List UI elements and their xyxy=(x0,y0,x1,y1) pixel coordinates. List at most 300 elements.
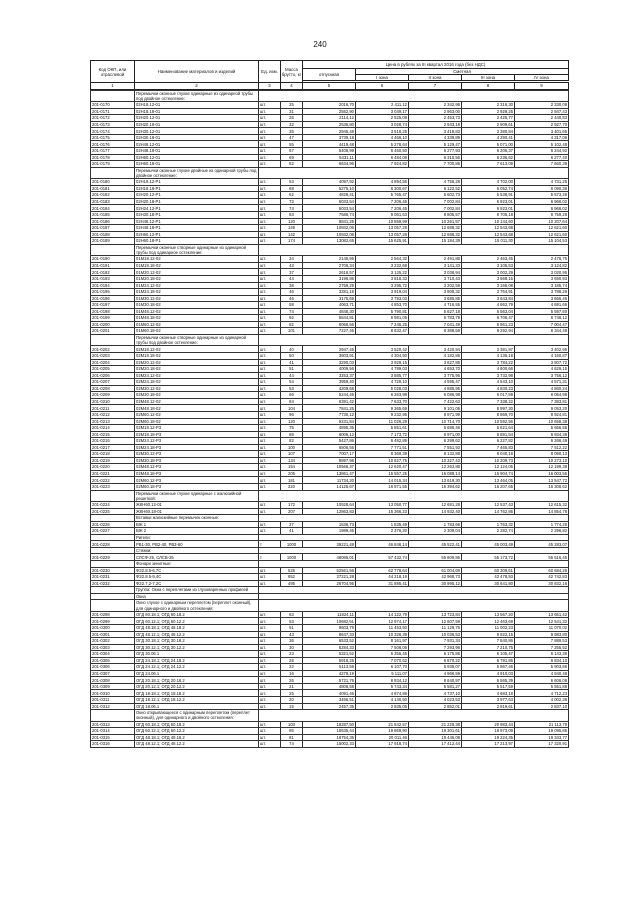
item-unit: шт. xyxy=(259,574,281,581)
section-heading: Окно глухое с одинарным переплетом (переплет оконный), для одинарного и двойного остекления: xyxy=(135,600,259,612)
price-zone-3: 4 830,23 xyxy=(462,385,515,392)
item-name: 01М48.18-02 xyxy=(135,315,259,322)
price-release: 3739,18 xyxy=(303,134,356,141)
price-zone-2: 3 141,33 xyxy=(409,262,462,269)
item-code: 201-0303 xyxy=(91,644,135,651)
item-code: 201-0208 xyxy=(91,385,135,392)
price-zone-1: 2 564,32 xyxy=(356,256,409,263)
price-zone-4: 4 860,24 xyxy=(515,385,569,392)
price-zone-1: 21 842,57 xyxy=(356,721,409,728)
price-zone-1: 16 871,55 xyxy=(356,483,409,490)
item-unit: шт. xyxy=(259,128,281,135)
price-zone-4: 10 273,10 xyxy=(515,457,569,464)
item-mass: 25 xyxy=(281,102,303,109)
price-zone-4: 3 807,72 xyxy=(515,359,569,366)
price-zone-1: 3 885,77 xyxy=(356,372,409,379)
item-code: 201-0213 xyxy=(91,418,135,425)
price-zone-4: 13 547,72 xyxy=(515,477,569,484)
item-unit: т xyxy=(259,541,281,548)
price-zone-2: 16 394,62 xyxy=(409,483,462,490)
price-zone-3: 2 282,74 xyxy=(462,528,515,535)
item-mass: 21 xyxy=(281,683,303,690)
price-release: 4091,46 xyxy=(303,690,356,697)
price-release: 7586,74 xyxy=(303,212,356,219)
price-zone-1: 1 835,49 xyxy=(356,521,409,528)
table-body xyxy=(90,90,569,748)
item-name: 02Н30.18-01 xyxy=(135,134,259,141)
price-zone-2: 7 002,84 xyxy=(409,205,462,212)
item-code: 201-0224 xyxy=(91,502,135,509)
item-code: 201-0180 xyxy=(91,179,135,186)
price-zone-2: 2 943,18 xyxy=(409,121,462,128)
item-name: 02М60.12-Р3 xyxy=(135,477,259,484)
price-zone-2: 1 783,66 xyxy=(409,521,462,528)
item-mass: 44 xyxy=(281,275,303,282)
item-code: 201-0198 xyxy=(91,308,135,315)
price-release: 3290,03 xyxy=(303,359,356,366)
price-zone-2: 8 132,88 xyxy=(409,451,462,458)
price-zone-4: 17 320,91 xyxy=(515,741,569,748)
item-name: 01М18.18-02 xyxy=(135,262,259,269)
item-unit: шт. xyxy=(259,734,281,741)
price-zone-3: 3 764,91 xyxy=(462,289,515,296)
price-zone-3: 5 563,04 xyxy=(462,308,515,315)
price-release: 2618,57 xyxy=(303,269,356,276)
item-unit: шт. xyxy=(259,121,281,128)
price-zone-3: 12 537,43 xyxy=(462,502,515,509)
price-release: 2945,48 xyxy=(303,128,356,135)
price-zone-3: 3 643,84 xyxy=(462,295,515,302)
price-zone-1: 2 376,20 xyxy=(356,528,409,535)
item-mass: 44 xyxy=(281,372,303,379)
section-heading: Окно открывающееся с одинарным переплетом (переплет оконный), для одинарного и двойного остекления: xyxy=(135,710,259,722)
price-zone-3: 6 017,59 xyxy=(462,392,515,399)
price-zone-4: 7 512,22 xyxy=(515,444,569,451)
price-zone-1: 6 482,89 xyxy=(356,438,409,445)
item-mass: 82 xyxy=(281,321,303,328)
price-zone-2: 2 342,98 xyxy=(409,102,462,109)
price-zone-3: 3 381,97 xyxy=(462,346,515,353)
price-zone-4: 6 143,36 xyxy=(515,651,569,658)
price-zone-2: 3 775,95 xyxy=(409,372,462,379)
price-release: 7007,17 xyxy=(303,451,356,458)
price-zone-2: 2 491,86 xyxy=(409,256,462,263)
item-code: 201-0177 xyxy=(91,148,135,155)
item-name: ОГД 18.06.1 xyxy=(135,703,259,710)
item-mass: 220 xyxy=(281,483,303,490)
item-unit: шт. xyxy=(259,618,281,625)
item-code: 201-0228 xyxy=(91,541,135,548)
price-zone-4: 4 940,48 xyxy=(515,670,569,677)
item-unit: шт. xyxy=(259,275,281,282)
price-release: 4097,92 xyxy=(303,179,356,186)
item-code: 201-0209 xyxy=(91,392,135,399)
price-zone-3: 9 922,15 xyxy=(462,631,515,638)
item-code: 201-0307 xyxy=(91,670,135,677)
item-unit: шт. xyxy=(259,683,281,690)
item-unit: т xyxy=(259,554,281,561)
header-num: 9 xyxy=(515,83,569,89)
item-code: 201-0216 xyxy=(91,438,135,445)
item-mass: 41 xyxy=(281,528,303,535)
item-mass: 82 xyxy=(281,161,303,168)
price-zone-2: 5 581,27 xyxy=(409,683,462,690)
price-zone-4: 30 832,16 xyxy=(515,580,569,587)
price-release: 48085,01 xyxy=(303,554,356,561)
price-zone-1: 6 834,12 xyxy=(356,677,409,684)
header-num: 5 xyxy=(303,83,356,89)
price-zone-1: 8 161,97 xyxy=(356,638,409,645)
item-code: 201-0214 xyxy=(91,425,135,432)
price-zone-3: 7 613,09 xyxy=(462,161,515,168)
price-zone-2: 3 202,59 xyxy=(409,282,462,289)
item-name: 01М24.18-02 xyxy=(135,289,259,296)
price-zone-3: 6 565,39 xyxy=(462,677,515,684)
item-mass: 74 xyxy=(281,308,303,315)
price-release: 4063,71 xyxy=(303,302,356,309)
price-zone-4: 19 343,77 xyxy=(515,734,569,741)
price-release: 16635,44 xyxy=(303,728,356,735)
item-unit: шт. xyxy=(259,502,281,509)
price-zone-1: 11 453,50 xyxy=(356,625,409,632)
price-zone-2: 5 602,73 xyxy=(409,192,462,199)
price-zone-3: 8 040,18 xyxy=(462,451,515,458)
item-name: ОГД 60.12.1; ОГД 60.12.2 xyxy=(135,728,259,735)
price-zone-1: 6 263,98 xyxy=(356,392,409,399)
price-release: 13861,47 xyxy=(303,470,356,477)
item-mass: 66 xyxy=(281,392,303,399)
header-mass: Масса брутто, кг xyxy=(281,61,303,83)
price-zone-2: 13 619,30 xyxy=(409,477,462,484)
item-unit: шт. xyxy=(259,644,281,651)
item-mass: 134 xyxy=(281,457,303,464)
item-mass: 53 xyxy=(281,618,303,625)
price-zone-2: 45 522,41 xyxy=(409,541,462,548)
price-release: 39221,48 xyxy=(303,541,356,548)
item-name: ОГД 48.18.1; ОГД 48.18.2 xyxy=(135,625,259,632)
price-zone-3: 4 662,79 xyxy=(462,302,515,309)
price-release: 4279,19 xyxy=(303,670,356,677)
item-code: 201-0315 xyxy=(91,734,135,741)
price-zone-3: 5 867,46 xyxy=(462,664,515,671)
item-code: 201-0181 xyxy=(91,185,135,192)
price-zone-1: 8 632,47 xyxy=(356,328,409,335)
price-zone-3: 3 732,98 xyxy=(462,372,515,379)
item-name: 01М18.12-02 xyxy=(135,256,259,263)
item-code: 201-0178 xyxy=(91,154,135,161)
price-release: 10682,51 xyxy=(303,618,356,625)
price-zone-2: 3 036,94 xyxy=(409,269,462,276)
item-mass: 96 xyxy=(281,411,303,418)
item-name: 01М30.18-02 xyxy=(135,302,259,309)
price-zone-4: 3 756,12 xyxy=(515,372,569,379)
price-zone-3: 55 173,72 xyxy=(462,554,515,561)
price-zone-3: 14 762,86 xyxy=(462,508,515,515)
price-zone-1: 4 729,10 xyxy=(356,379,409,386)
item-mass: 149 xyxy=(281,225,303,232)
item-code: 201-0205 xyxy=(91,366,135,373)
section-empty-cells xyxy=(259,600,569,612)
item-code: 201-0223 xyxy=(91,483,135,490)
price-zone-4: 5 597,60 xyxy=(515,308,569,315)
price-zone-1: 10 559,99 xyxy=(356,218,409,225)
item-code: 201-0188 xyxy=(91,231,135,238)
price-zone-2: 4 966,59 xyxy=(409,670,462,677)
price-zone-4: 10 207,64 xyxy=(515,218,569,225)
header-estimate-group: Сметная xyxy=(356,69,569,75)
price-release: 10932,06 xyxy=(303,225,356,232)
item-mass: 72 xyxy=(281,198,303,205)
price-zone-4: 9 053,20 xyxy=(515,405,569,412)
price-zone-1: 4 853,70 xyxy=(356,302,409,309)
price-zone-4: 15 104,53 xyxy=(515,238,569,245)
item-name: 02М20.12-02 xyxy=(135,359,259,366)
item-code: 201-0212 xyxy=(91,411,135,418)
item-name: 02Н18.12-Р1 xyxy=(135,179,259,186)
price-zone-3: 12 543,68 xyxy=(462,225,515,232)
price-zone-3: 6 891,54 xyxy=(462,431,515,438)
price-zone-3: 2 819,61 xyxy=(462,703,515,710)
item-name: 01М20.12-02 xyxy=(135,269,259,276)
price-zone-2: 12 688,32 xyxy=(409,225,462,232)
item-unit: шт. xyxy=(259,444,281,451)
price-zone-2: 4 182,86 xyxy=(409,353,462,360)
price-zone-1: 7 924,82 xyxy=(356,161,409,168)
price-zone-1: 4 304,50 xyxy=(356,353,409,360)
item-code: 201-0186 xyxy=(91,218,135,225)
price-zone-1: 4 894,56 xyxy=(356,179,409,186)
price-release: 5431,11 xyxy=(303,154,356,161)
price-zone-2: 19 301,61 xyxy=(409,728,462,735)
header-num: 6 xyxy=(356,83,409,89)
item-unit: шт. xyxy=(259,179,281,186)
price-zone-4: 9 983,80 xyxy=(515,631,569,638)
section-empty-cells xyxy=(259,90,569,102)
item-code: 201-0301 xyxy=(91,631,135,638)
item-unit: шт. xyxy=(259,366,281,373)
item-mass: 68 xyxy=(281,185,303,192)
section-heading: Перемычки оконные глухие двойные из одинарной трубы под двойное остекление: xyxy=(135,167,259,179)
item-code: 201-0170 xyxy=(91,102,135,109)
item-name: 02М30.18-Р3 xyxy=(135,457,259,464)
price-zone-3: 2 425,77 xyxy=(462,115,515,122)
item-mass: 107 xyxy=(281,451,303,458)
item-unit: шт. xyxy=(259,238,281,245)
price-zone-4: 6 277,40 xyxy=(515,154,569,161)
section-code-cell xyxy=(91,490,135,502)
price-zone-3: 6 206,37 xyxy=(462,148,515,155)
header-name: Наименование материалов и изделий xyxy=(135,61,259,83)
section-code-cell xyxy=(91,244,135,256)
price-zone-2: 6 175,86 xyxy=(409,651,462,658)
price-zone-1: 11 026,29 xyxy=(356,418,409,425)
item-unit: шт. xyxy=(259,154,281,161)
price-zone-2: 4 756,28 xyxy=(409,179,462,186)
item-name: 01М60.18-02 xyxy=(135,328,259,335)
price-zone-1: 2 935,05 xyxy=(356,703,409,710)
section-heading: Окна xyxy=(135,593,259,600)
price-release: 7227,46 xyxy=(303,328,356,335)
item-unit: шт. xyxy=(259,134,281,141)
section-heading: Перемычки оконные створные одинарные из одинарной трубы под одинарное остекление: xyxy=(135,244,259,256)
item-unit: шт. xyxy=(259,508,281,515)
price-zone-1: 6 355,45 xyxy=(356,651,409,658)
item-code: 201-0231 xyxy=(91,574,135,581)
section-empty-cells xyxy=(259,244,569,256)
item-name: 02Н60.12-Р1 xyxy=(135,231,259,238)
item-name: ЖКН60.18-01 xyxy=(135,508,259,515)
item-unit: шт. xyxy=(259,353,281,360)
item-code: 201-0171 xyxy=(91,108,135,115)
item-mass: 55 xyxy=(281,141,303,148)
price-zone-2: 7 931,34 xyxy=(409,638,462,645)
price-zone-3: 16 207,65 xyxy=(462,483,515,490)
item-unit: шт. xyxy=(259,212,281,219)
price-zone-2: 12 607,59 xyxy=(409,618,462,625)
price-zone-2: 14 932,40 xyxy=(409,508,462,515)
price-release: 3175,69 xyxy=(303,295,356,302)
price-release: 4895,35 xyxy=(303,425,356,432)
item-name: 01М30.12-02 xyxy=(135,295,259,302)
price-release: 9231,84 xyxy=(303,418,356,425)
table-header xyxy=(90,60,569,90)
price-zone-1: 6 300,67 xyxy=(356,185,409,192)
item-name: 02Н20.12-Р1 xyxy=(135,192,259,199)
price-zone-3: 7 338,22 xyxy=(462,398,515,405)
price-zone-1: 16 557,25 xyxy=(356,470,409,477)
price-zone-2: 6 971,00 xyxy=(409,431,462,438)
item-unit: шт. xyxy=(259,425,281,432)
price-zone-1: 3 518,25 xyxy=(356,128,409,135)
section-heading-row xyxy=(91,334,569,346)
price-zone-4: 6 606,06 xyxy=(515,677,569,684)
section-heading: Перемычки оконные глухие одинарные с жалюзийной решеткой: xyxy=(135,490,259,502)
price-zone-2: 30 995,12 xyxy=(409,580,462,587)
price-zone-2: 13 723,84 xyxy=(409,611,462,618)
header-zone-2: II зона xyxy=(409,75,462,81)
price-zone-3: 8 292,94 xyxy=(462,328,515,335)
price-release: 6284,33 xyxy=(303,644,356,651)
price-zone-2: 9 101,06 xyxy=(409,405,462,412)
item-unit: шт. xyxy=(259,398,281,405)
item-unit: шт. xyxy=(259,262,281,269)
price-zone-4: 5 573,26 xyxy=(515,192,569,199)
item-unit: шт. xyxy=(259,651,281,658)
price-zone-4: 7 660,39 xyxy=(515,161,569,168)
item-unit: шт. xyxy=(259,161,281,168)
price-zone-1: 14 122,79 xyxy=(356,611,409,618)
price-zone-3: 6 923,01 xyxy=(462,205,515,212)
price-zone-4: 4 160,87 xyxy=(515,353,569,360)
price-zone-2: 55 809,86 xyxy=(409,554,462,561)
price-zone-1: 3 295,72 xyxy=(356,282,409,289)
section-heading-row xyxy=(91,90,569,102)
item-mass: 88 xyxy=(281,431,303,438)
price-release: 4848,30 xyxy=(303,308,356,315)
section-heading: Ригели: xyxy=(135,534,259,541)
price-zone-3: 3 105,53 xyxy=(462,262,515,269)
price-release: 5244,45 xyxy=(303,392,356,399)
price-zone-1: 3 520,42 xyxy=(356,346,409,353)
item-name: ВЖ 2 xyxy=(135,528,259,535)
price-zone-3: 1 763,32 xyxy=(462,521,515,528)
item-unit: шт. xyxy=(259,741,281,748)
price-zone-1: 7 173,72 xyxy=(356,431,409,438)
price-zone-1: 5 111,07 xyxy=(356,670,409,677)
price-zone-4: 6 090,36 xyxy=(515,185,569,192)
item-code: 201-0211 xyxy=(91,405,135,412)
price-zone-2: 10 036,53 xyxy=(409,631,462,638)
price-release: 2535,80 xyxy=(303,121,356,128)
price-zone-3: 4 543,10 xyxy=(462,379,515,386)
price-zone-2: 4 716,55 xyxy=(409,302,462,309)
price-zone-1: 4 140,50 xyxy=(356,697,409,704)
price-zone-4: 4 731,25 xyxy=(515,179,569,186)
price-zone-3: 6 105,47 xyxy=(462,651,515,658)
item-code: 201-0232 xyxy=(91,580,135,587)
price-zone-2: 4 023,53 xyxy=(409,697,462,704)
item-mass: 31 xyxy=(281,108,303,115)
item-name: 02Н60.12-01 xyxy=(135,154,259,161)
price-zone-3: 5 621,64 xyxy=(462,425,515,432)
price-zone-3: 15 011,30 xyxy=(462,238,515,245)
price-zone-4: 6 054,96 xyxy=(515,392,569,399)
price-zone-1: 7 206,45 xyxy=(356,205,409,212)
price-zone-1: 14 015,34 xyxy=(356,477,409,484)
item-mass: 36 xyxy=(281,638,303,645)
price-zone-4: 10 658,38 xyxy=(515,418,569,425)
item-name: ОГД 24.06.1 xyxy=(135,670,259,677)
price-release: 13082,65 xyxy=(303,238,356,245)
item-mass: 181 xyxy=(281,477,303,484)
item-name: 02М30.12-02 xyxy=(135,385,259,392)
price-zone-1: 12 974,17 xyxy=(356,618,409,625)
price-zone-4: 6 934,36 xyxy=(515,431,569,438)
item-code: 201-0311 xyxy=(91,697,135,704)
item-mass: 120 xyxy=(281,218,303,225)
item-name: 02Н20.18-Р1 xyxy=(135,198,259,205)
section-heading: Стяжки: xyxy=(135,547,259,554)
item-name: 02Н48.18-01 xyxy=(135,148,259,155)
price-release: 37221,28 xyxy=(303,574,356,581)
price-zone-4: 11 070,02 xyxy=(515,625,569,632)
item-mass: 67 xyxy=(281,148,303,155)
price-zone-3: 7 840,86 xyxy=(462,638,515,645)
item-unit: шт. xyxy=(259,359,281,366)
item-unit: шт. xyxy=(259,192,281,199)
item-mass: 46 xyxy=(281,295,303,302)
price-zone-4: 4 691,66 xyxy=(515,302,569,309)
item-unit: шт. xyxy=(259,269,281,276)
item-name: 02Н48.18-Р1 xyxy=(135,225,259,232)
price-zone-1: 6 107,70 xyxy=(356,664,409,671)
item-mass: 41 xyxy=(281,359,303,366)
price-zone-3: 6 236,62 xyxy=(462,154,515,161)
price-zone-2: 11 129,75 xyxy=(409,625,462,632)
price-zone-1: 3 232,68 xyxy=(356,262,409,269)
price-zone-4: 5 102,48 xyxy=(515,141,569,148)
price-zone-3: 3 166,08 xyxy=(462,282,515,289)
price-zone-4: 3 788,29 xyxy=(515,289,569,296)
item-mass: 32 xyxy=(281,121,303,128)
item-mass: 26 xyxy=(281,115,303,122)
price-zone-2: 15 184,39 xyxy=(409,238,462,245)
price-release: 52561,56 xyxy=(303,567,356,574)
item-mass: 74 xyxy=(281,205,303,212)
price-zone-3: 2 929,25 xyxy=(462,108,515,115)
price-zone-4: 45 283,07 xyxy=(515,541,569,548)
price-zone-3: 15 904,74 xyxy=(462,470,515,477)
